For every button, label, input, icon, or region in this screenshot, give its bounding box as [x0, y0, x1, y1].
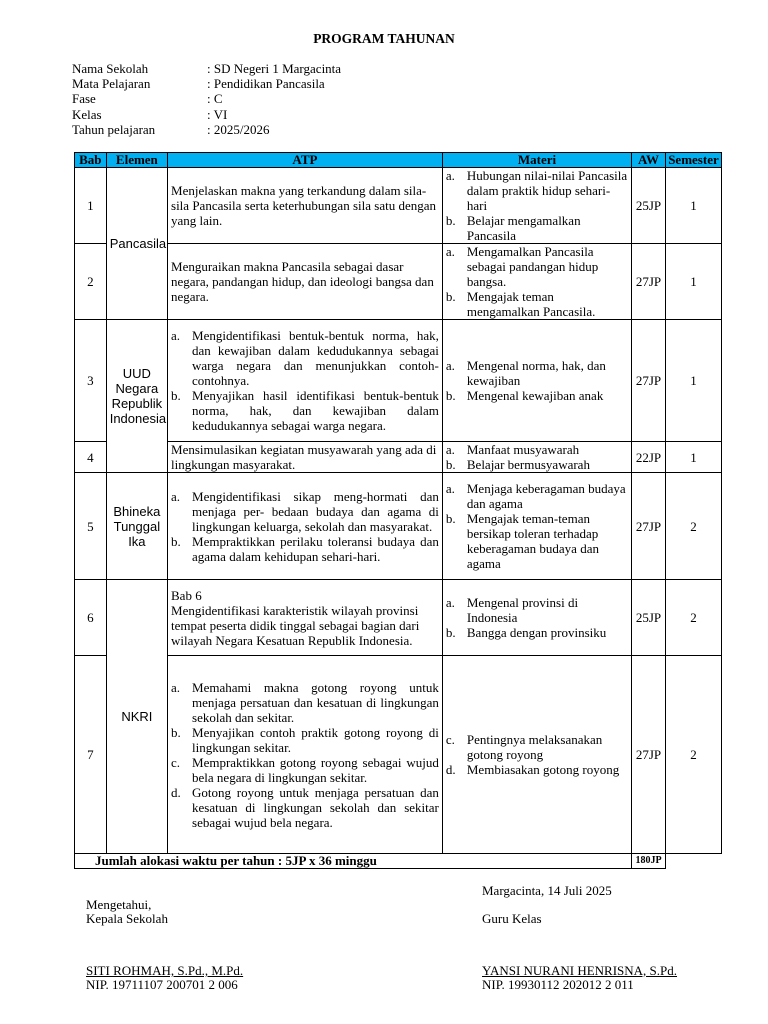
list-item: c. Pentingnya melaksanakan gotong royong [445, 732, 603, 762]
approval-label: Mengetahui, [86, 897, 152, 912]
list-item: a. Manfaat musyawarah [445, 442, 580, 457]
bab-cell: 2 [75, 244, 107, 320]
table-header-row [75, 153, 722, 168]
table-row [75, 320, 722, 442]
info-value: : VI [207, 106, 228, 122]
list-item: b. Belajar mengamalkan Pancasila [445, 213, 581, 243]
list-item: a. Mengenal norma, hak, dan kewajiban [445, 358, 606, 388]
table-row [75, 168, 722, 244]
list-item: b. Mengajak teman mengamalkan Pancasila. [445, 289, 596, 319]
materi-cell [442, 580, 631, 656]
place-date: Margacinta, 14 Juli 2025 [482, 883, 612, 898]
info-label: Fase [72, 91, 96, 107]
atp-cell [168, 473, 443, 580]
materi-cell [442, 656, 631, 854]
info-label: Kelas [72, 106, 102, 122]
list-item: a. Menjaga keberagaman budaya dan agama [445, 481, 626, 511]
info-value: : 2025/2026 [207, 121, 270, 137]
atp-subheading: Bab 6 [171, 587, 202, 603]
table-row [75, 656, 722, 854]
atp-cell [168, 580, 443, 656]
materi-cell [442, 320, 631, 442]
list-item: a. Mengidentifikasi sikap meng-hormati dan menjaga per- bedaan budaya dan agama di lingkungan keluarga, sekolah dan masyarakat. [171, 488, 439, 534]
aw-cell: 25JP [632, 580, 666, 656]
semester-cell: 1 [665, 442, 721, 473]
list-item: b. Menyajikan contoh praktik gotong royong di lingkungan sekitar. [171, 724, 439, 755]
info-value: : C [207, 91, 223, 107]
bab-cell: 6 [75, 580, 107, 656]
table-row [75, 442, 722, 473]
list-item: b. Bangga dengan provinsiku [445, 625, 607, 640]
aw-cell: 27JP [632, 244, 666, 320]
aw-cell: 27JP [632, 320, 666, 442]
program-table [74, 152, 722, 869]
materi-cell [442, 244, 631, 320]
header-aw: AW [632, 153, 666, 168]
semester-cell: 1 [665, 244, 721, 320]
aw-cell: 25JP [632, 168, 666, 244]
materi-cell [442, 442, 631, 473]
headmaster-title: Kepala Sekolah [86, 911, 168, 926]
elemen-cell: UUD Negara Republik Indonesia [106, 320, 167, 473]
headmaster-name: SITI ROHMAH, S.Pd., M.Pd. [86, 963, 244, 978]
teacher-title: Guru Kelas [482, 911, 542, 926]
list-item: b. Mengenal kewajiban anak [445, 388, 604, 403]
semester-cell: 2 [665, 473, 721, 580]
aw-cell: 27JP [632, 656, 666, 854]
list-item: d. Gotong royong untuk menjaga persatuan dan kesatuan di lingkungan sekolah dan sekitar sebagai wujud bela negara. [171, 784, 439, 830]
semester-cell: 2 [665, 580, 721, 656]
header-elemen: Elemen [106, 153, 167, 168]
list-item: a. Mengamalkan Pancasila sebagai pandangan hidup bangsa. [445, 244, 599, 289]
semester-cell: 1 [665, 320, 721, 442]
atp-text: Mengidentifikasi karakteristik wilayah provinsi tempat peserta didik tinggal sebagai bagian dari wilayah Negara Kesatuan Republik Indonesia. [171, 602, 420, 648]
total-label: Jumlah alokasi waktu per tahun : 5JP x 36 minggu [75, 854, 632, 869]
elemen-cell: Bhineka Tunggal Ika [106, 473, 167, 580]
list-item: c. Mempraktikkan gotong royong sebagai wujud bela negara di lingkungan sekitar. [171, 754, 439, 785]
elemen-cell: NKRI [106, 580, 167, 854]
atp-cell [168, 320, 443, 442]
atp-cell [168, 656, 443, 854]
semester-cell: 2 [665, 656, 721, 854]
info-value: : Pendidikan Pancasila [207, 76, 325, 92]
semester-cell: 1 [665, 168, 721, 244]
atp-cell: Menguraikan makna Pancasila sebagai dasar negara, pandangan hidup, dan ideologi bangsa dan negara. [168, 244, 443, 320]
table-row [75, 473, 722, 580]
atp-cell: Mensimulasikan kegiatan musyawarah yang ada di lingkungan masyarakat. [168, 442, 443, 473]
info-label: Nama Sekolah [72, 61, 149, 76]
header-semester: Semester [665, 153, 721, 168]
bab-cell: 4 [75, 442, 107, 473]
list-item: a. Mengenal provinsi di Indonesia [445, 595, 579, 625]
total-row [75, 854, 722, 869]
identity-block [72, 61, 341, 137]
headmaster-nip: NIP. 19711107 200701 2 006 [86, 977, 238, 992]
bab-cell: 1 [75, 168, 107, 244]
list-item: b. Menyajikan hasil identifikasi bentuk-bentuk norma, hak, dan kewajiban dalam kedudukannya sebagai warga negara. [171, 388, 439, 433]
elemen-cell: Pancasila [106, 168, 167, 320]
teacher-nip: NIP. 19930112 202012 2 011 [482, 977, 634, 992]
bab-cell: 3 [75, 320, 107, 442]
table-row [75, 244, 722, 320]
teacher-name: YANSI NURANI HENRISNA, S.Pd. [482, 963, 678, 978]
info-label: Tahun pelajaran [72, 121, 156, 137]
list-item: d. Membiasakan gotong royong [445, 762, 620, 777]
table-row [75, 580, 722, 656]
list-item: b. Mempraktikkan perilaku toleransi budaya dan agama dalam kehidupan sehari-hari. [171, 533, 439, 564]
bab-cell: 5 [75, 473, 107, 580]
atp-cell: Menjelaskan makna yang terkandung dalam sila-sila Pancasila serta keterhubungan sila satu dengan yang lain. [168, 168, 443, 244]
page-title: PROGRAM TAHUNAN [313, 31, 455, 46]
list-item: b. Belajar bermusyawarah [445, 457, 590, 472]
bab-cell: 7 [75, 656, 107, 854]
list-item: a. Memahami makna gotong royong untuk menjaga persatuan dan kesatuan di lingkungan sekolah dan sekitar. [171, 679, 439, 725]
total-value: 180JP [632, 854, 666, 869]
info-label: Mata Pelajaran [72, 76, 151, 92]
aw-cell: 27JP [632, 473, 666, 580]
list-item: a. Mengidentifikasi bentuk-bentuk norma, hak, dan kewajiban dalam kedudukannya sebagai warga negara dan menunjukkan contoh- contohnya. [171, 328, 439, 388]
header-atp: ATP [168, 153, 443, 168]
materi-cell [442, 473, 631, 580]
header-bab: Bab [75, 153, 107, 168]
list-item: b. Mengajak teman-teman bersikap toleran terhadap keberagaman budaya dan agama [445, 511, 599, 571]
list-item: a. Hubungan nilai-nilai Pancasila dalam praktik hidup sehari-hari [445, 168, 628, 213]
materi-cell [442, 168, 631, 244]
header-materi: Materi [442, 153, 631, 168]
aw-cell: 22JP [632, 442, 666, 473]
info-value: : SD Negeri 1 Margacinta [207, 61, 342, 76]
